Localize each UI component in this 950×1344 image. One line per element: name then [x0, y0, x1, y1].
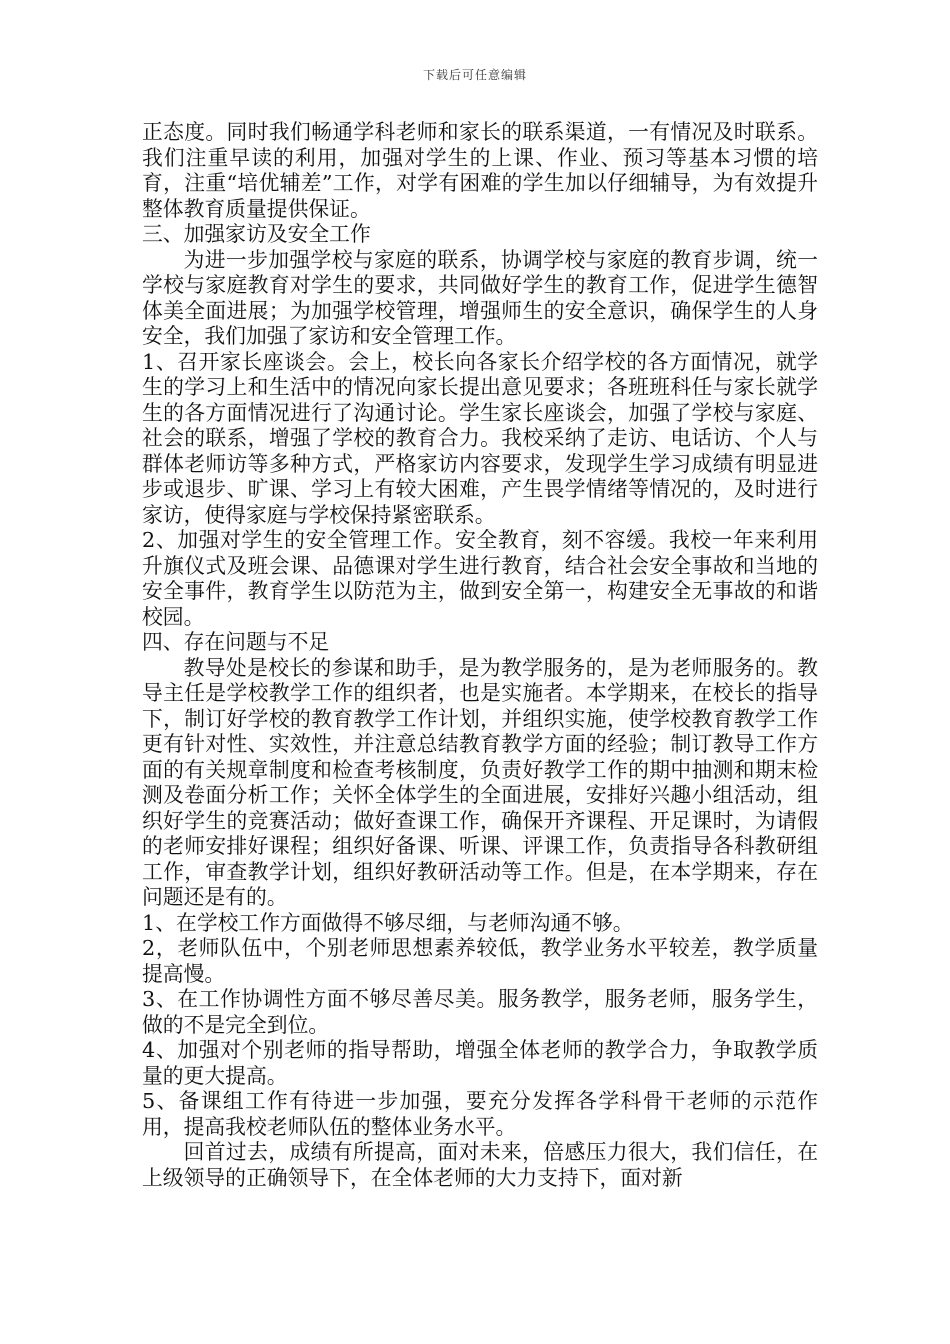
paragraph-home-visits-intro: 为进一步加强学校与家庭的联系，协调学校与家庭的教育步调，统一学校与家庭教育对学生的要求，共同做好学生的教育工作，促进学生德智体美全面进展；为加强学校管理，增强师生的安全意识，确保学生的人身安全，我们加强了家访和安全管理工作。 [142, 247, 818, 348]
list-item-parent-meeting: 1、召开家长座谈会。会上，校长向各家长介绍学校的各方面情况，就学生的学习上和生活中的情况向家长提出意见要求；各班班科任与家长就学生的各方面情况进行了沟通讨论。学生家长座谈会，加强了学校与家庭、社会的联系，增强了学校的教育合力。我校采纳了走访、电话访、个人与群体老师访等多种方式，严格家访内容要求，发现学生学习成绩有明显进步或退步、旷课、学习上有较大困难，产生畏学情绪等情况的，及时进行家访，使得家庭与学校保持紧密联系。 [142, 349, 818, 527]
list-item-problem-4: 4、加强对个别老师的指导帮助，增强全体老师的教学合力，争取教学质量的更大提高。 [142, 1038, 818, 1088]
section-heading-home-visits-safety: 三、加强家访及安全工作 [142, 222, 371, 246]
page-header: 下载后可任意编辑 [422, 68, 527, 82]
list-item-problem-5: 5、备课组工作有待进一步加强，要充分发挥各学科骨干老师的示范作用，提高我校老师队伍的整体业务水平。 [142, 1089, 818, 1139]
paragraph-conclusion: 回首过去，成绩有所提高，面对未来，倍感压力很大，我们信任，在上级领导的正确领导下，在全体老师的大力支持下，面对新 [142, 1140, 818, 1190]
list-item-problem-1: 1、在学校工作方面做得不够尽细，与老师沟通不够。 [142, 910, 634, 935]
list-item-problem-3: 3、在工作协调性方面不够尽善尽美。服务教学，服务老师，服务学生，做的不是完全到位。 [142, 987, 818, 1037]
section-heading-problems: 四、存在问题与不足 [142, 630, 330, 654]
paragraph-problems-intro: 教导处是校长的参谋和助手，是为教学服务的，是为老师服务的。教导主任是学校教学工作的组织者，也是实施者。本学期来，在校长的指导下，制订好学校的教育教学工作计划，并组织实施，使学校教育教学工作更有针对性、实效性，并注意总结教育教学方面的经验；制订教导工作方面的有关规章制度和检查考核制度，负责好教学工作的期中抽测和期末检测及卷面分析工作；关怀全体学生的全面进展，安排好兴趣小组活动，组织好学生的竞赛活动；做好查课工作，确保开齐课程、开足课时，为请假的老师安排好课程；组织好备课、听课、评课工作，负责指导各科教研组工作，审查教学计划，组织好教研活动等工作。但是，在本学期来，存在问题还是有的。 [142, 655, 818, 909]
document-body [142, 120, 818, 1191]
list-item-safety-management: 2、加强对学生的安全管理工作。安全教育，刻不容缓。我校一年来利用升旗仪式及班会课、品德课对学生进行教育，结合社会安全事故和当地的安全事件，教育学生以防范为主，做到安全第一，构建安全无事故的和谐校园。 [142, 528, 818, 629]
list-item-problem-2: 2，老师队伍中，个别老师思想素养较低，教学业务水平较差，教学质量提高慢。 [142, 936, 818, 986]
paragraph-continuation: 正态度。同时我们畅通学科老师和家长的联系渠道，一有情况及时联系。我们注重早读的利用，加强对学生的上课、作业、预习等基本习惯的培育，注重“培优辅差”工作，对学有困难的学生加以仔细辅导，为有效提升整体教育质量提供保证。 [142, 120, 818, 221]
